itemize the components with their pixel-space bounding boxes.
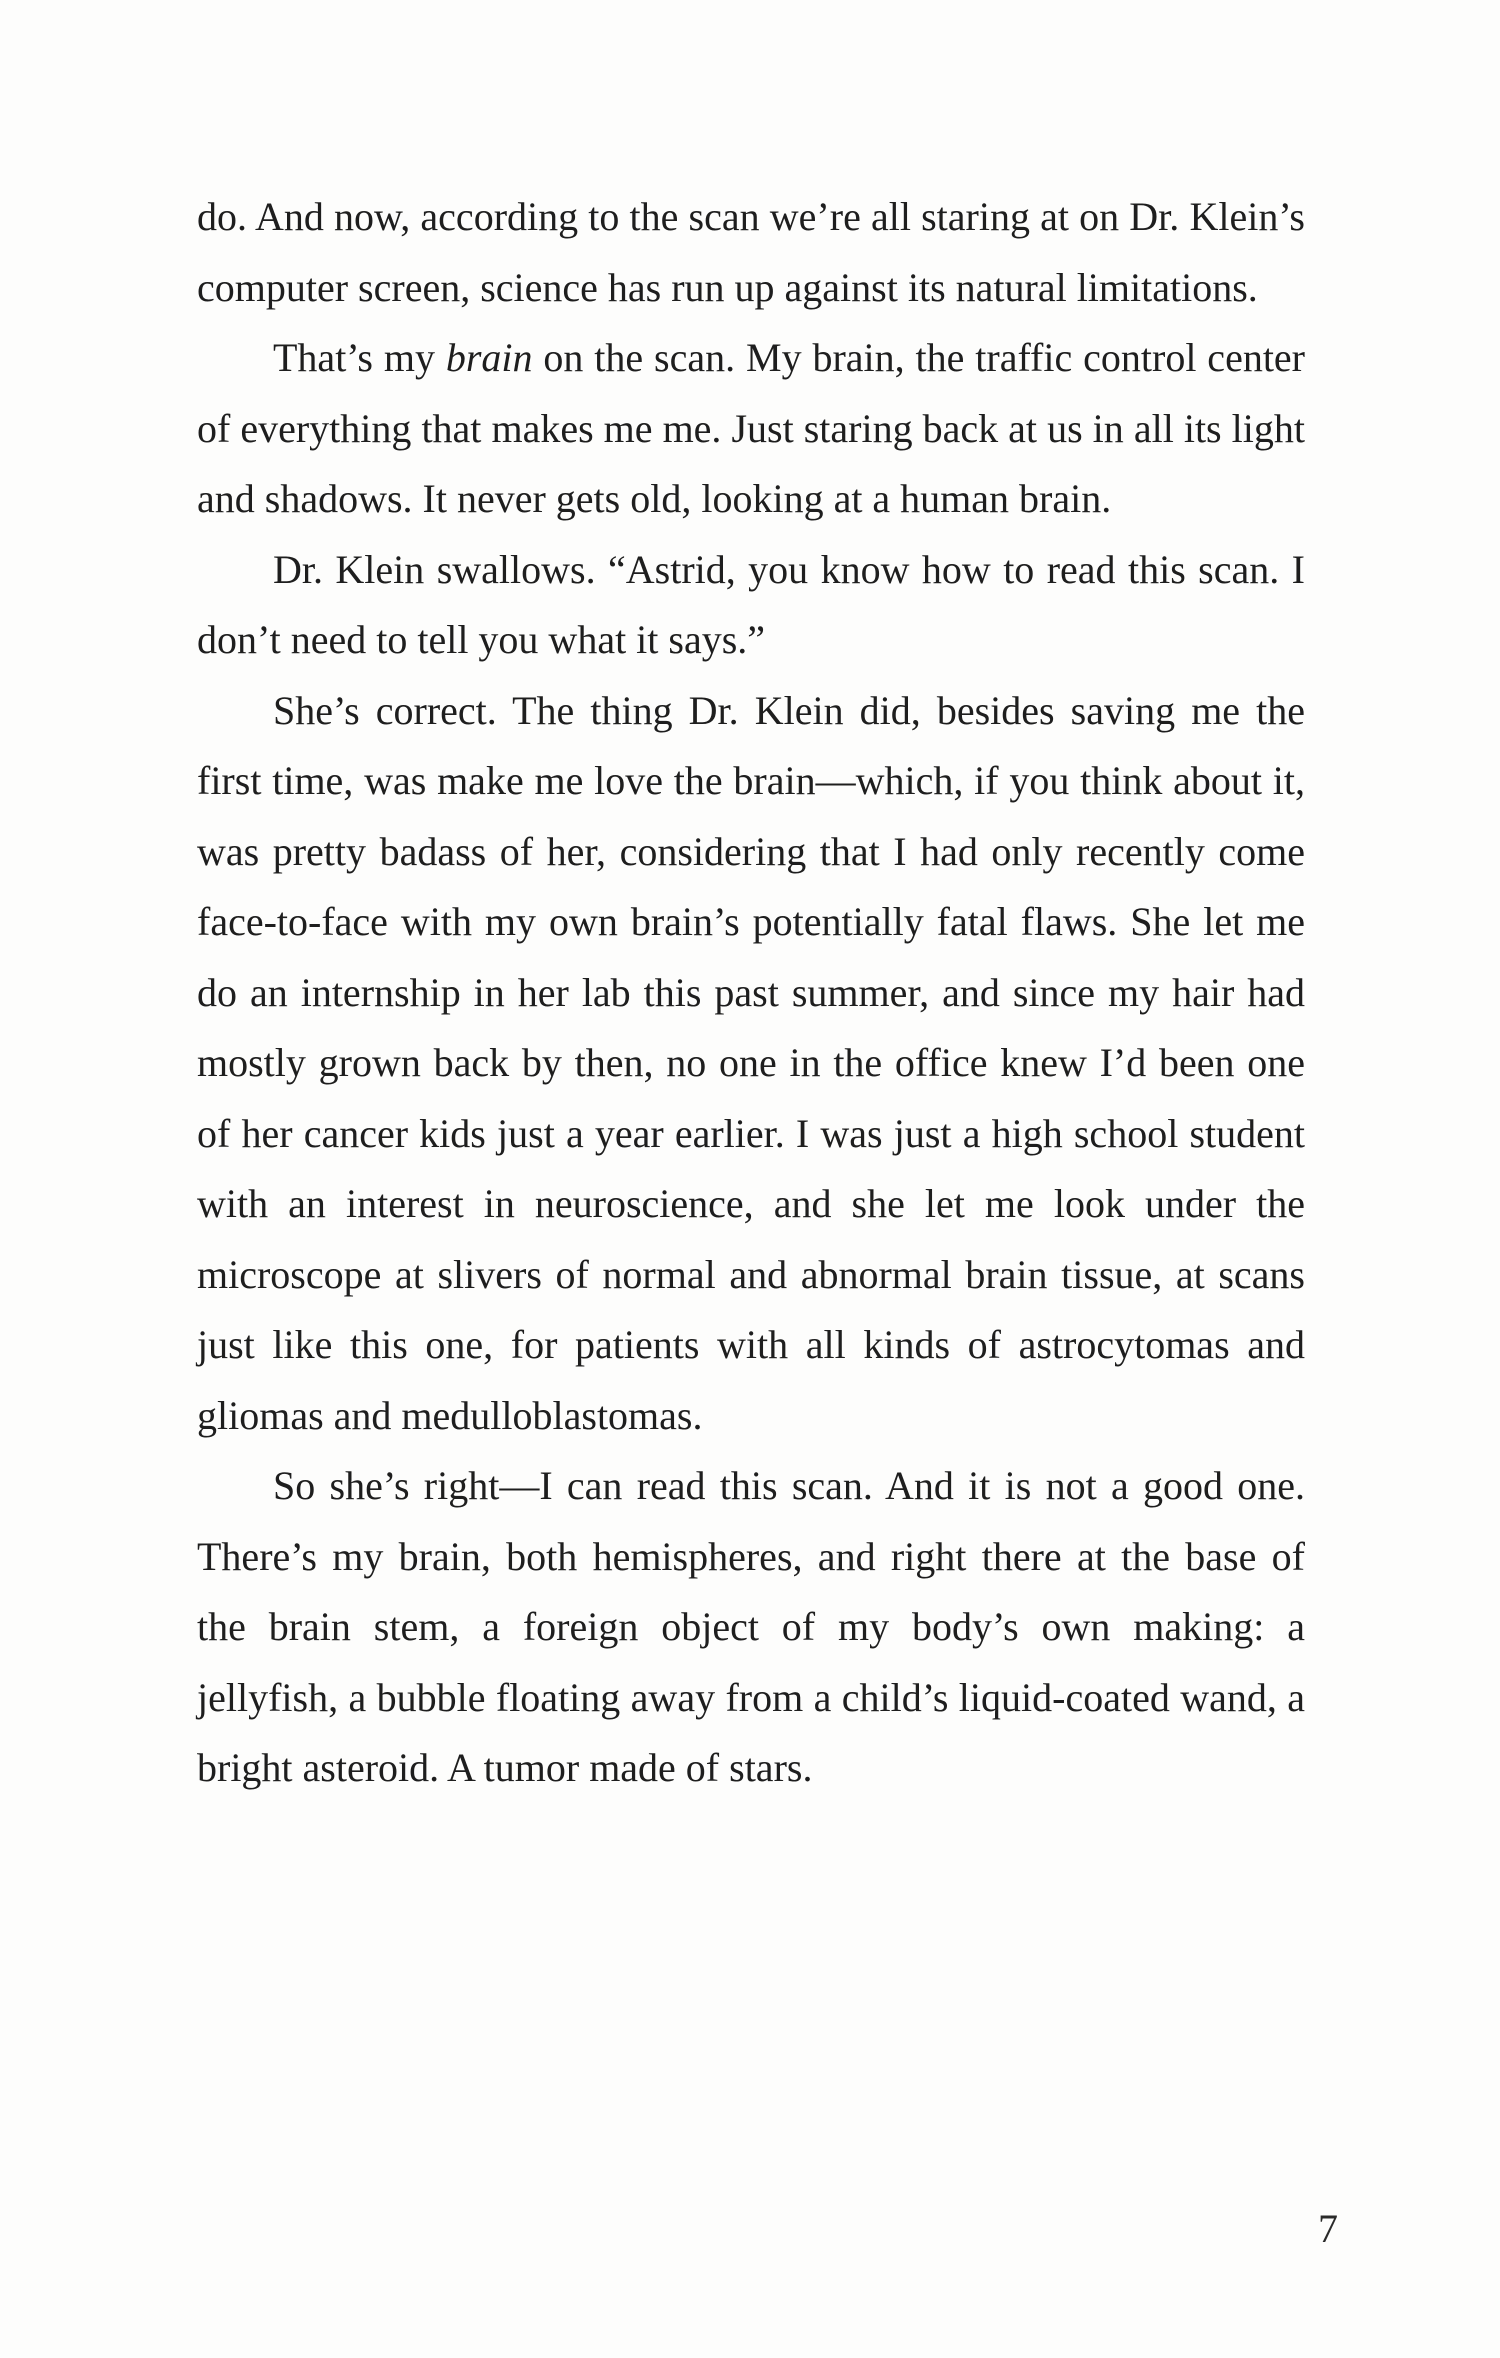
paragraph-text: That’s my — [273, 335, 446, 380]
paragraph-text: on the scan. My brain, the traffic control center of everything that makes me me. Just staring back at us in all its light and shadows. It never gets old, looking at a human brain. — [197, 335, 1306, 521]
body-text — [197, 182, 1305, 1804]
paragraph-text: do. And now, according to the scan we’re all staring at on Dr. Klein’s computer screen, science has run up against its natural limitations. — [197, 194, 1305, 310]
paragraph — [197, 1451, 1305, 1804]
italic-text: brain — [445, 335, 533, 380]
paragraph — [197, 323, 1305, 535]
paragraph — [197, 182, 1305, 323]
paragraph-text: She’s correct. The thing Dr. Klein did, besides saving me the first time, was make me love the brain—which, if you think about it, was pretty badass of her, considering that I had only recently come face-to-face with my own brain’s potentially fatal flaws. She let me do an internship in her lab this past summer, and since my hair had mostly grown back by then, no one in the office knew I’d been one of her cancer kids just a year earlier. I was just a high school student with an interest in neuroscience, and she let me look under the microscope at slivers of normal and abnormal brain tissue, at scans just like this one, for patients with all kinds of astrocytomas and gliomas and medulloblastomas. — [197, 687, 1305, 1438]
paragraph — [197, 676, 1305, 1452]
paragraph — [197, 535, 1305, 676]
paragraph-text: Dr. Klein swallows. “Astrid, you know how to read this scan. I don’t need to tell you what it says.” — [197, 546, 1305, 662]
page-number: 7 — [1318, 2206, 1338, 2251]
paragraph-text: So she’s right—I can read this scan. And it is not a good one. There’s my brain, both hemispheres, and right there at the base of the brain stem, a foreign object of my body’s own making: a jellyfish, a bubble floating away from a child’s liquid-coated wand, a bright asteroid. A tumor made of stars. — [197, 1463, 1305, 1790]
